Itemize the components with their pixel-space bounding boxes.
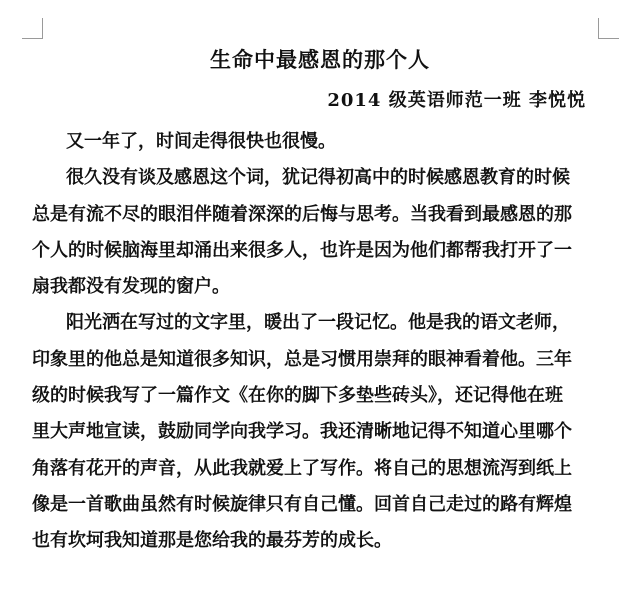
paragraph-2 — [32, 160, 586, 305]
document-body — [32, 124, 586, 560]
document-title: 生命中最感恩的那个人 — [210, 47, 430, 72]
paragraph-line: 也有坎坷我知道那是您给我的最芬芳的成长。 — [32, 530, 392, 552]
paragraph-line: 印象里的他总是知道很多知识，总是习惯用崇拜的眼神看着他。三年 — [32, 348, 572, 370]
author-byline: 2014 级英语师范一班 李悦悦 — [327, 90, 586, 111]
paragraph-line: 很久没有谈及感恩这个词，犹记得初高中的时候感恩教育的时候 — [66, 167, 570, 189]
paragraph-line: 级的时候我写了一篇作文《在你的脚下多垫些砖头》，还记得他在班 — [32, 385, 563, 407]
paragraph-line: 个人的时候脑海里却涌出来很多人，也许是因为他们都帮我打开了一 — [32, 239, 572, 261]
paragraph-line: 角落有花开的声音，从此我就爱上了写作。将自己的思想流泻到纸上 — [32, 457, 572, 479]
page-corner-mark-top-left — [22, 18, 43, 39]
paragraph-line: 又一年了，时间走得很快也很慢。 — [66, 131, 336, 152]
page-corner-mark-top-right — [598, 18, 619, 39]
paragraph-3 — [32, 305, 586, 559]
paragraph-1 — [66, 124, 586, 160]
paragraph-line: 里大声地宣读，鼓励同学向我学习。我还清晰地记得不知道心里哪个 — [32, 421, 572, 443]
paragraph-line: 总是有流不尽的眼泪伴随着深深的后悔与思考。当我看到最感恩的那 — [32, 203, 572, 225]
paragraph-line: 扇我都没有发现的窗户。 — [32, 276, 230, 298]
paragraph-line: 阳光洒在写过的文字里，暖出了一段记忆。他是我的语文老师， — [66, 312, 570, 334]
paragraph-line: 像是一首歌曲虽然有时候旋律只有自己懂。回首自己走过的路有辉煌 — [32, 493, 572, 515]
